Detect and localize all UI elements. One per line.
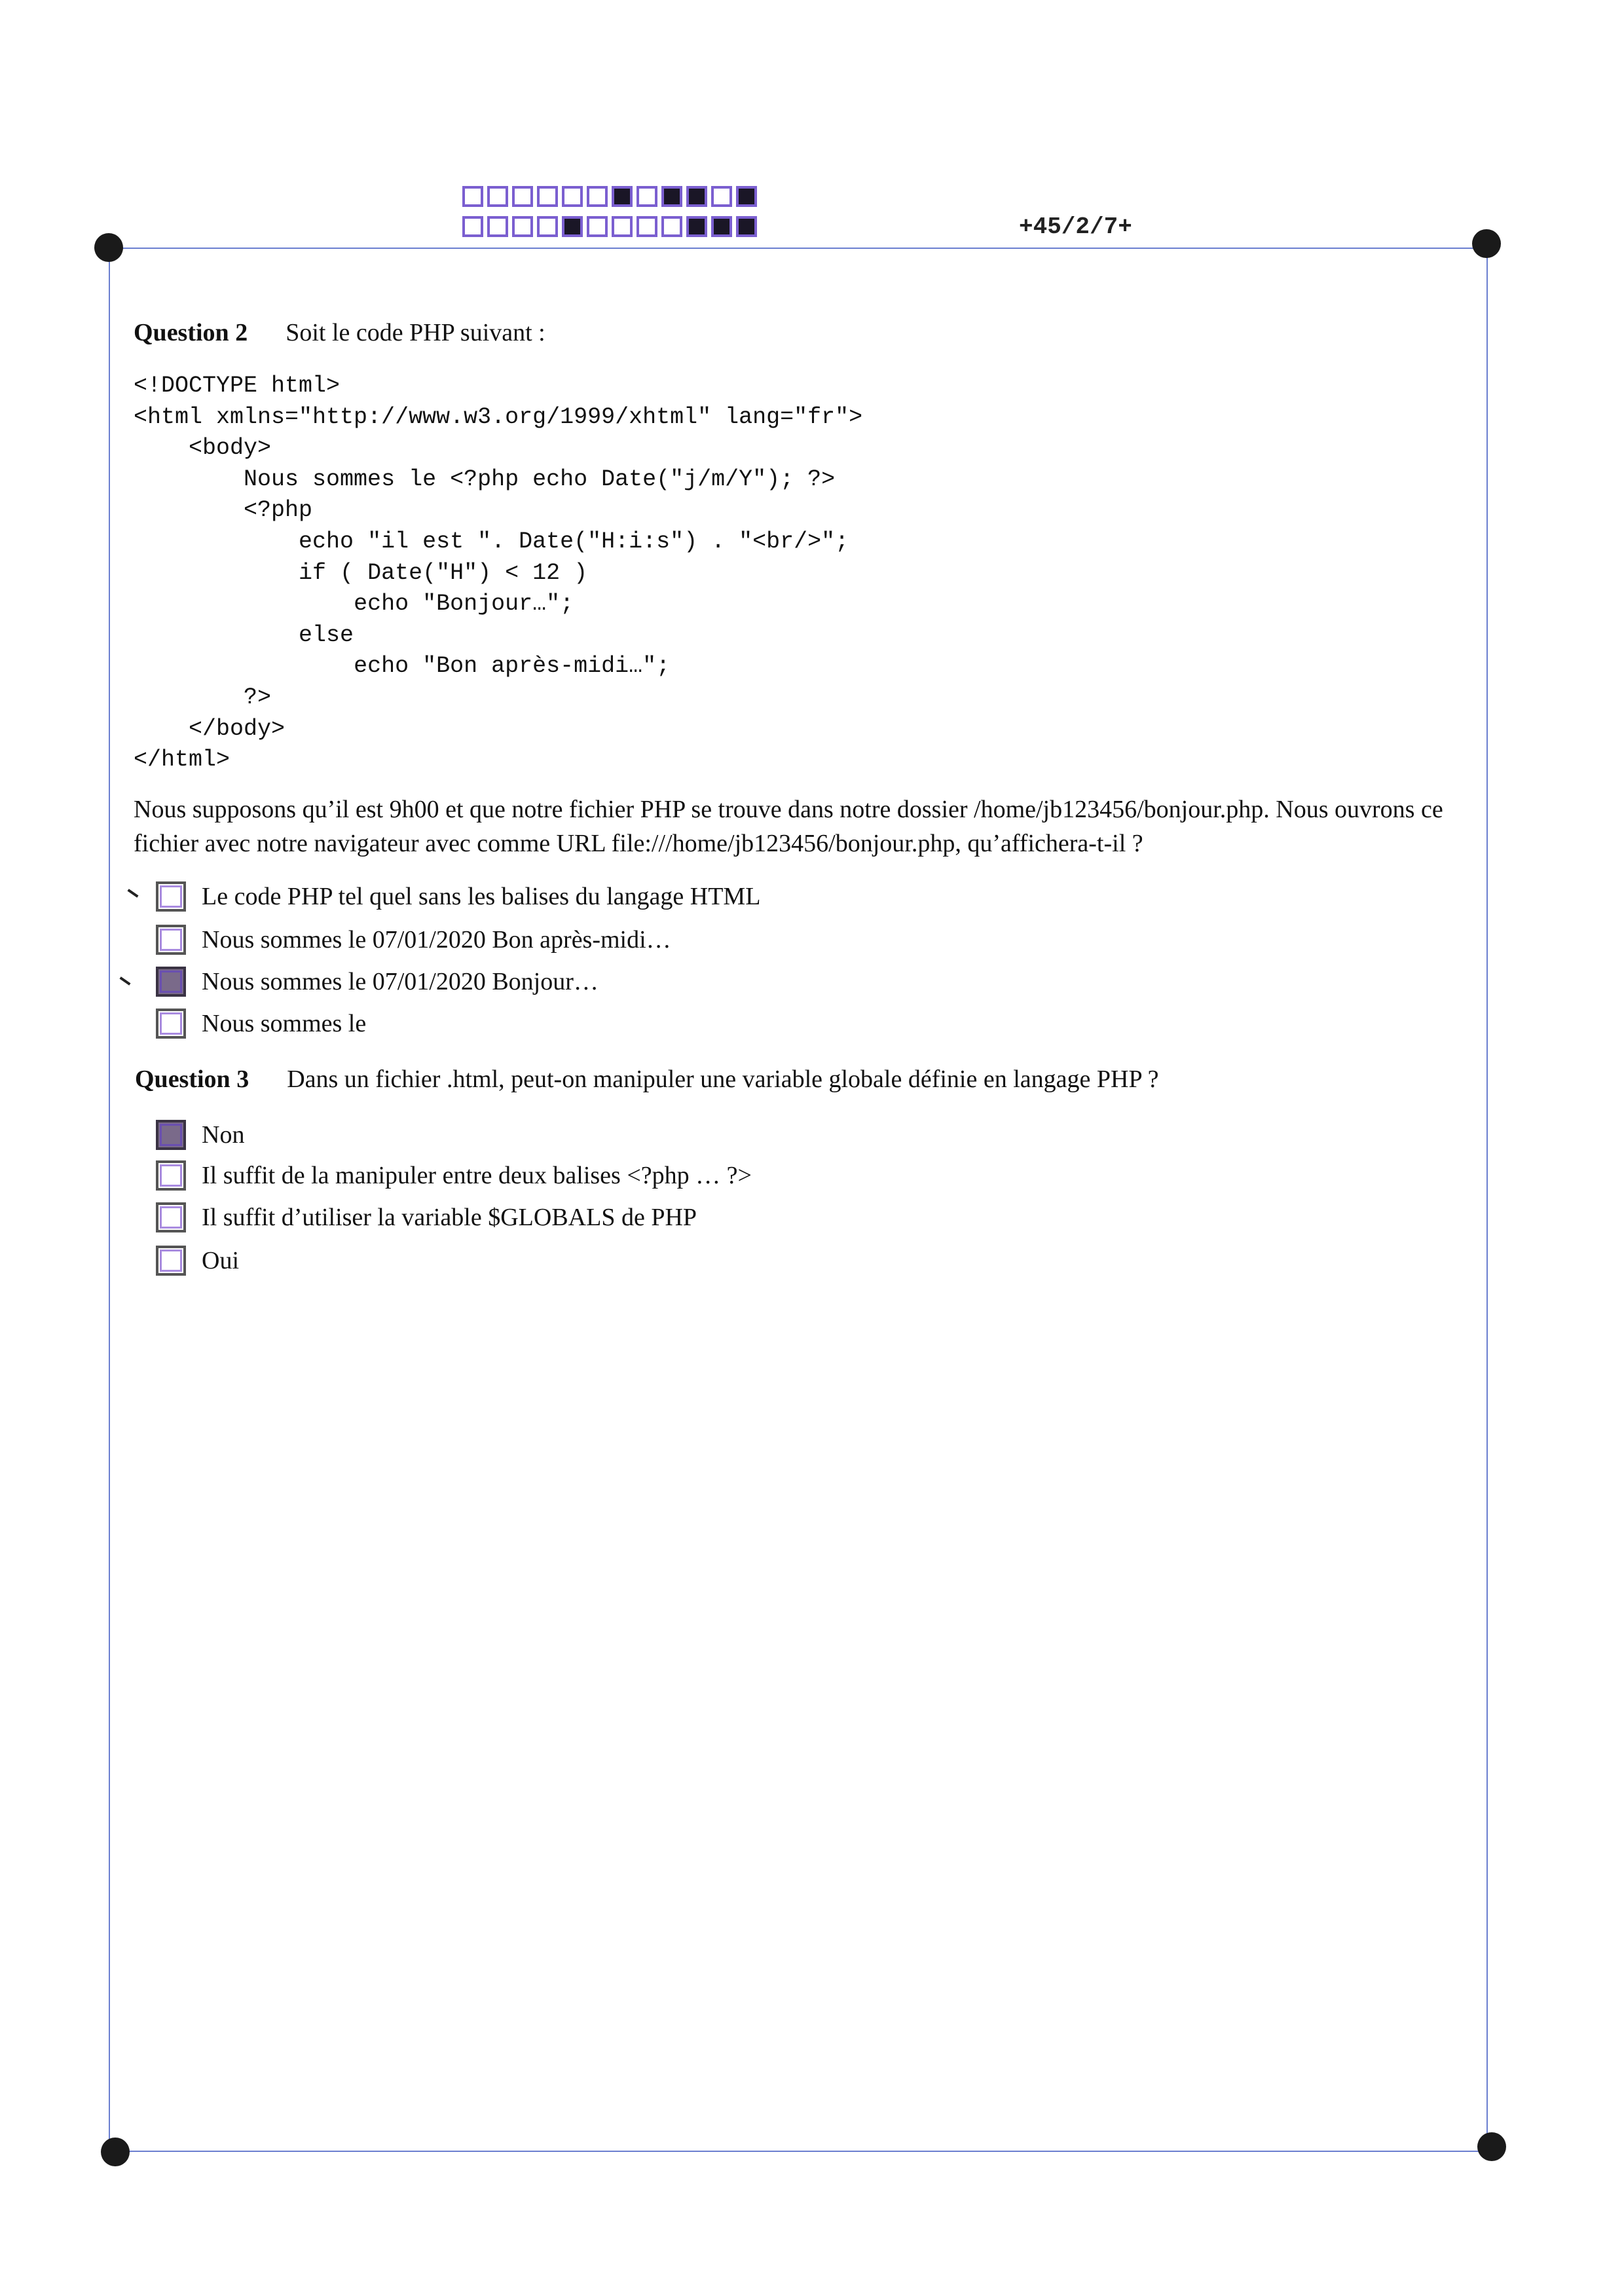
id-code-box [711,186,732,207]
page-id: +45/2/7+ [1019,213,1132,240]
question-number: Question 3 [135,1065,249,1093]
id-code-box [711,216,732,237]
answer-label: Non [202,1121,245,1149]
id-code-box [462,216,483,237]
question-prompt: Soit le code PHP suivant : [286,319,545,346]
id-code-box [637,186,657,207]
id-code-box [562,216,583,237]
id-code-box [587,216,608,237]
answer-checkbox[interactable] [156,1120,186,1150]
id-code-box [487,186,508,207]
answer-checkbox[interactable] [156,881,186,912]
frame-bottom-line [114,2151,1492,2152]
answer-checkbox[interactable] [156,967,186,997]
corner-mark-top-right [1472,229,1501,258]
id-code-box [736,216,757,237]
id-code-box [487,216,508,237]
answer-option[interactable] [156,1202,697,1232]
answer-label: Il suffit de la manipuler entre deux balises <?php … ?> [202,1162,752,1189]
id-code-box [686,216,707,237]
id-code-box [612,186,633,207]
id-code-box [537,186,558,207]
answer-option[interactable] [156,1120,244,1150]
answer-label: Nous sommes le 07/01/2020 Bonjour… [202,968,599,995]
answer-option[interactable] [156,967,599,997]
id-code-box [537,216,558,237]
corner-mark-top-left [94,233,123,262]
question-2-paragraph: Nous supposons qu’il est 9h00 et que notre fichier PHP se trouve dans notre dossier /home/jb123456/bonjour.php. Nous ouvrons ce fichier avec notre navigateur avec comme URL file:///home/jb123456/bonjour.php, qu’affichera-t-il ? [134,796,1443,857]
question-number: Question 2 [134,319,248,346]
answer-option[interactable] [156,925,671,955]
frame-left-line [109,248,110,2151]
answer-label: Nous sommes le 07/01/2020 Bon après-midi… [202,926,671,954]
answer-checkbox[interactable] [156,925,186,955]
answer-label: Il suffit d’utiliser la variable $GLOBALS de PHP [202,1204,697,1231]
frame-right-line [1486,248,1488,2151]
id-code-box [512,216,533,237]
id-code-box [661,186,682,207]
id-code-row [462,216,757,237]
id-code-box [587,186,608,207]
corner-mark-bottom-right [1477,2132,1506,2161]
id-code-box [512,186,533,207]
answer-checkbox[interactable] [156,1246,186,1276]
id-code-box [686,186,707,207]
id-code-grid [462,186,764,236]
answer-option[interactable] [156,1160,752,1191]
answer-option[interactable] [156,881,760,912]
question-prompt: Dans un fichier .html, peut-on manipuler une variable globale définie en langage PHP ? [287,1065,1159,1093]
answer-label: Le code PHP tel quel sans les balises du langage HTML [202,883,761,910]
corner-mark-bottom-left [101,2138,130,2166]
php-code-block: <!DOCTYPE html> <html xmlns="http://www.w3.org/1999/xhtml" lang="fr"> <body> Nous sommes le <?php echo Date("j/m/Y"); ?> <?php echo "il est ". Date("H:i:s") . "<br/>"; if ( Date("H") < 12 ) echo "Bonjour…"; else echo "Bon après-midi…"; ?> </body> </html> [134,373,863,773]
id-code-box [637,216,657,237]
id-code-row [462,186,757,207]
id-code-box [462,186,483,207]
answer-checkbox[interactable] [156,1009,186,1039]
question-3-header [135,1065,1159,1094]
answer-option[interactable] [156,1009,366,1039]
id-code-box [562,186,583,207]
answer-label: Oui [202,1247,239,1274]
id-code-box [736,186,757,207]
id-code-box [612,216,633,237]
question-2-header [134,318,545,347]
answer-checkbox[interactable] [156,1202,186,1232]
answer-option[interactable] [156,1246,239,1276]
answer-label: Nous sommes le [202,1010,367,1037]
pen-mark [127,889,138,898]
id-code-box [661,216,682,237]
answer-checkbox[interactable] [156,1160,186,1191]
pen-mark [119,976,130,986]
frame-top-line [107,248,1485,249]
